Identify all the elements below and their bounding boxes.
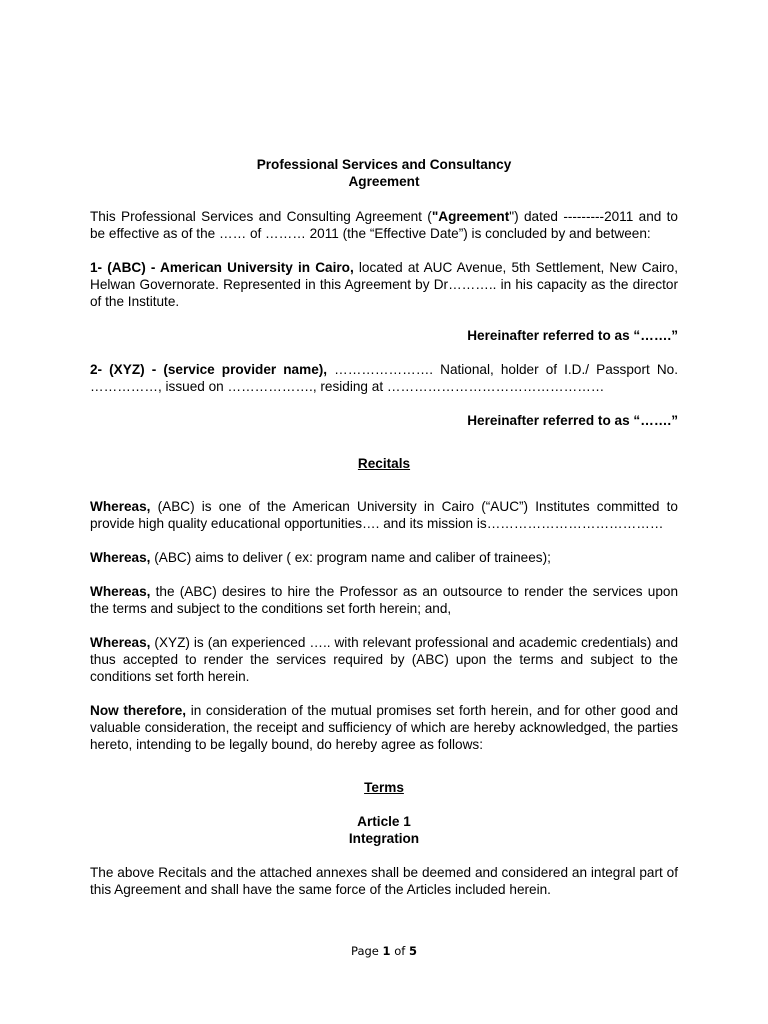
article-1-number: Article 1 <box>357 814 411 829</box>
whereas-4-text: (XYZ) is (an experienced ….. with relevant professional and academic credentials) and thus accepted to render the services required by (ABC) upon the terms and subject to the conditions set forth herein. <box>90 635 678 684</box>
referred-as-2: Hereinafter referred to as “…….” <box>467 413 678 428</box>
intro-bold: "Agreement <box>431 209 510 224</box>
document-body <box>90 156 678 898</box>
document-title <box>90 156 678 190</box>
now-therefore-label: Now therefore, <box>90 703 187 718</box>
intro-text-2: ") dated ---------2011 and to be effective as of the …… of ……… 2011 (the “Effective Date”) is concluded by and between: <box>90 209 678 241</box>
page-number-footer <box>0 943 768 959</box>
terms-heading: Terms <box>364 780 404 795</box>
party-2-text: …………………. National, holder of I.D./ Passport No. ……………, issued on ………………., residing at ………………………………………… <box>90 362 678 394</box>
party-1-text: located at AUC Avenue, 5th Settlement, New Cairo, Helwan Governorate. Represented in this Agreement by Dr……….. in his capacity as the director of the Institute. <box>90 260 678 309</box>
whereas-1-paragraph <box>90 498 678 532</box>
title-line-2: Agreement <box>348 174 420 189</box>
referred-as-1: Hereinafter referred to as “…….” <box>467 328 678 343</box>
page-total: 5 <box>408 944 417 958</box>
whereas-4-label: Whereas, <box>90 635 151 650</box>
page-current: 1 <box>382 944 391 958</box>
party-2-name: 2- (XYZ) - (service provider name), <box>90 362 328 377</box>
whereas-1-text: (ABC) is one of the American University in Cairo (“AUC”) Institutes committed to provide high quality educational opportunities…. and its mission is………………………………… <box>90 499 678 531</box>
party-1-paragraph <box>90 259 678 310</box>
page-label: Page <box>351 944 383 958</box>
page-of-label: of <box>390 944 409 958</box>
whereas-2-text: (ABC) aims to deliver ( ex: program name and caliber of trainees); <box>150 550 551 565</box>
whereas-4-paragraph <box>90 634 678 685</box>
intro-text-1: This Professional Services and Consulting Agreement ( <box>90 209 432 224</box>
now-therefore-paragraph <box>90 702 678 753</box>
article-1-title: Integration <box>348 831 420 846</box>
now-therefore-text: in consideration of the mutual promises set forth herein, and for other good and valuable consideration, the receipt and sufficiency of which are hereby acknowledged, the parties hereto, intending to be legally bound, do hereby agree as follows: <box>90 703 679 752</box>
article-1-text: The above Recitals and the attached annexes shall be deemed and considered an integral part of this Agreement and shall have the same force of the Articles included herein. <box>90 865 678 897</box>
title-line-1: Professional Services and Consultancy <box>256 157 512 172</box>
whereas-2-paragraph <box>90 549 678 566</box>
party-1-name: 1- (ABC) - American University in Cairo, <box>90 260 354 275</box>
whereas-1-label: Whereas, <box>90 499 151 514</box>
party-2-paragraph <box>90 361 678 395</box>
intro-paragraph <box>90 208 678 242</box>
whereas-3-label: Whereas, <box>90 584 151 599</box>
recitals-heading: Recitals <box>357 456 411 471</box>
whereas-3-text: the (ABC) desires to hire the Professor as an outsource to render the services upon the terms and subject to the conditions set forth herein; and, <box>90 584 678 616</box>
whereas-2-label: Whereas, <box>90 550 151 565</box>
whereas-3-paragraph <box>90 583 678 617</box>
